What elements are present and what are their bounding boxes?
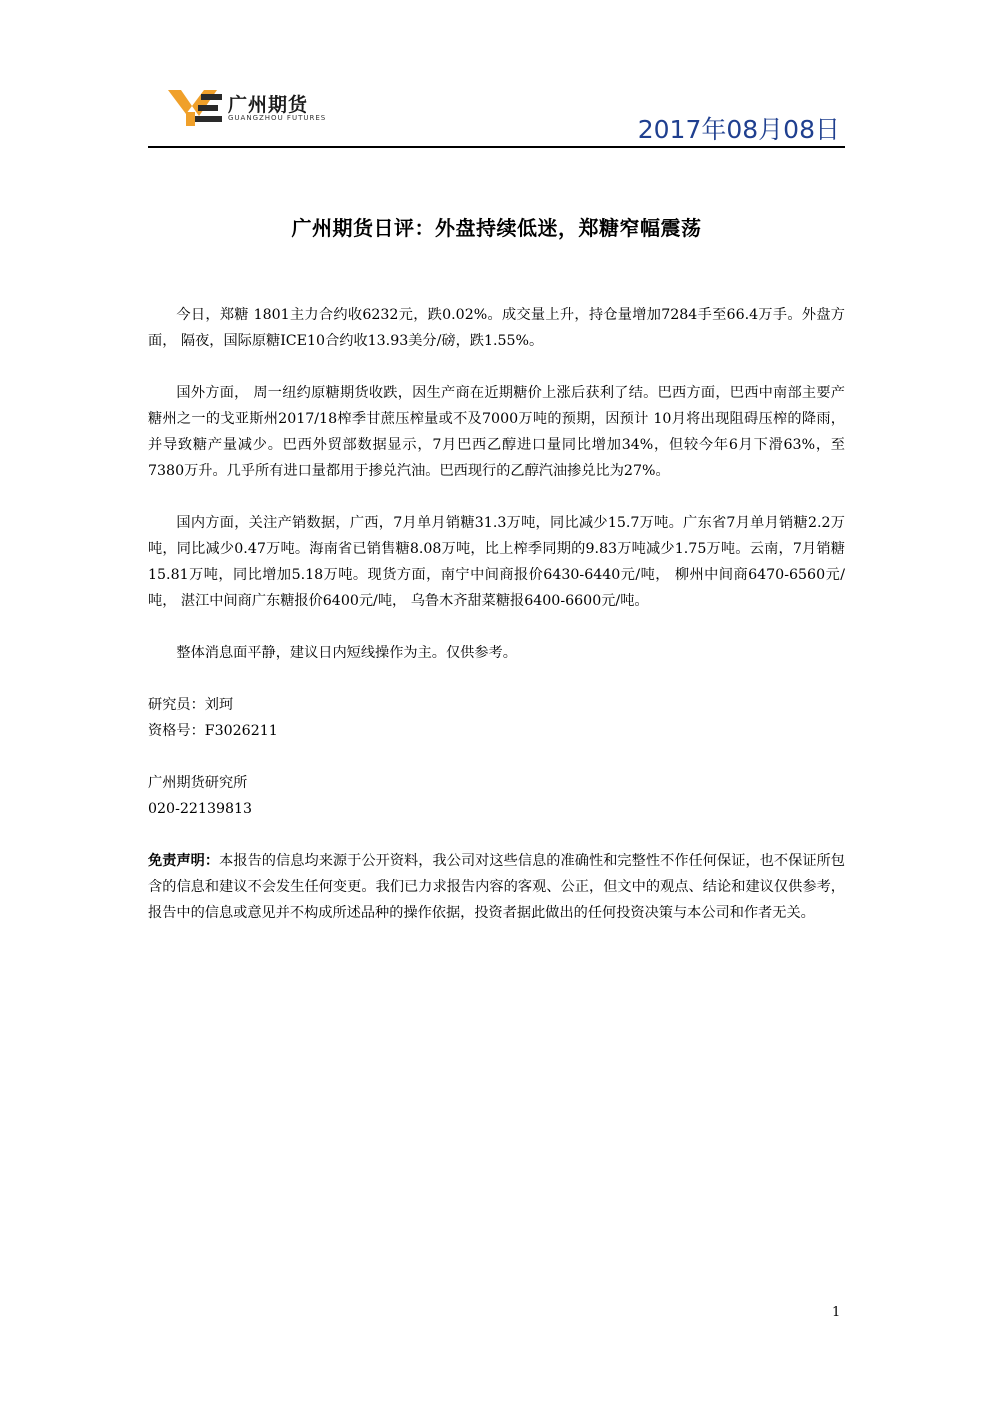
paragraph-conclusion: 整体消息面平静，建议日内短线操作为主。仅供参考。 bbox=[176, 645, 517, 661]
company-logo bbox=[168, 86, 358, 132]
paragraph-international: 国外方面， 周一纽约原糖期货收跌，因生产商在近期糖价上涨后获利了结。巴西方面，巴西中南部主要产糖州之一的戈亚斯州2017/18榨季甘蔗压榨量或不及7000万吨的预期，因预计 10月将出现阻碍压榨的降雨，并导致糖产量减少。巴西外贸部数据显示，7月巴西乙醇进口量同比增加34%，但较今年6月下滑63%，至7380万升。几乎所有进口量都用于掺兑汽油。巴西现行的乙醇汽油掺兑比为27%。 bbox=[148, 385, 845, 479]
researcher-name: 研究员：刘珂 bbox=[148, 697, 234, 713]
paragraph-market-summary: 今日，郑糖 1801主力合约收6232元，跌0.02%。成交量上升，持仓量增加7284手至66.4万手。外盘方面， 隔夜，国际原糖ICE10合约收13.93美分/磅，跌1.55%。 bbox=[148, 307, 845, 349]
researcher-info bbox=[148, 692, 845, 744]
ye-logo-icon bbox=[168, 86, 224, 128]
page-number: 1 bbox=[832, 1305, 841, 1320]
report-body bbox=[148, 302, 845, 926]
disclaimer bbox=[148, 848, 845, 926]
disclaimer-text: 本报告的信息均来源于公开资料，我公司对这些信息的准确性和完整性不作任何保证，也不保证所包含的信息和建议不会发生任何变更。我们已力求报告内容的客观、公正，但文中的观点、结论和建议仅供参考，报告中的信息或意见并不构成所述品种的操作依据，投资者据此做出的任何投资决策与本公司和作者无关。 bbox=[148, 853, 845, 921]
disclaimer-label: 免责声明： bbox=[148, 853, 220, 869]
logo-company-subtitle: GUANGZHOU FUTURES bbox=[228, 114, 327, 122]
header-divider bbox=[148, 146, 845, 148]
paragraph-domestic: 国内方面，关注产销数据，广西，7月单月销糖31.3万吨，同比减少15.7万吨。广东省7月单月销糖2.2万吨，同比减少0.47万吨。海南省已销售糖8.08万吨，比上榨季同期的9.83万吨减少1.75万吨。云南，7月销糖15.81万吨，同比增加5.18万吨。现货方面，南宁中间商报价6430-6440元/吨， 柳州中间商6470-6560元/吨， 湛江中间商广东糖报价6400元/吨， 乌鲁木齐甜菜糖报6400-6600元/吨。 bbox=[148, 515, 845, 609]
report-title: 广州期货日评：外盘持续低迷，郑糖窄幅震荡 bbox=[291, 216, 702, 240]
institute-name: 广州期货研究所 bbox=[148, 775, 248, 791]
institute-info bbox=[148, 770, 845, 822]
institute-phone: 020-22139813 bbox=[148, 801, 253, 817]
page-header bbox=[0, 0, 992, 150]
logo-company-name: 广州期货 bbox=[228, 94, 309, 116]
researcher-license: 资格号：F3026211 bbox=[148, 723, 278, 739]
report-date: 2017年08月08日 bbox=[637, 115, 840, 144]
